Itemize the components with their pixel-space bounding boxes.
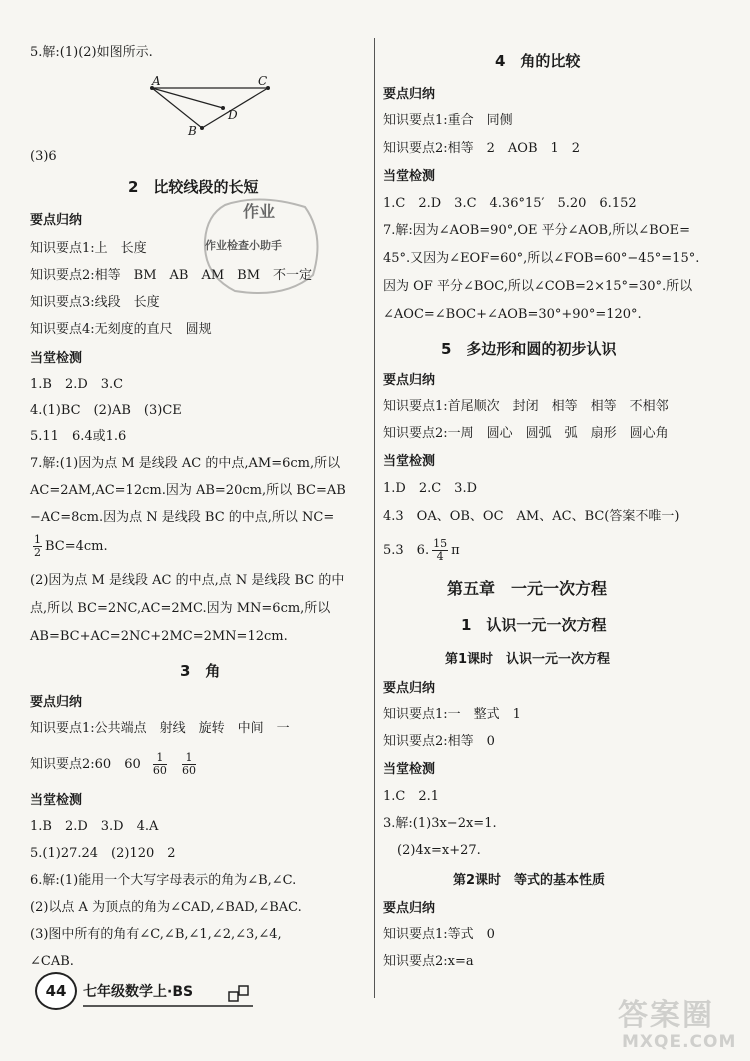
ch5-section-1-title: 1 认识一元一次方程 <box>461 616 607 634</box>
l1-key-heading: 要点归纳 <box>383 681 436 696</box>
page-number: 44 <box>35 972 77 1010</box>
sec5-a5: 5.3 6. $\frac{15}{4}$ π <box>383 537 460 563</box>
sec4-check-heading: 当堂检测 <box>383 169 436 184</box>
lesson-2-title: 第2课时 等式的基本性质 <box>453 873 606 888</box>
book-title: 七年级数学上·BS <box>83 984 194 1000</box>
label-c: C <box>258 74 268 88</box>
sec3-key-heading: 要点归纳 <box>30 695 83 710</box>
section-2-title: 2 比较线段的长短 <box>128 178 259 196</box>
section-5-title: 5 多边形和圆的初步认识 <box>441 340 617 358</box>
column-divider <box>374 38 375 998</box>
l1-a1: 1.C 2.1 <box>383 789 440 804</box>
sec5-check-heading: 当堂检测 <box>383 454 436 469</box>
l2-key-heading: 要点归纳 <box>383 901 436 916</box>
homework-stamp <box>195 195 325 300</box>
sec5-a4: 4.3 OA、OB、OC AM、AC、BC(答案不唯一) <box>383 509 680 524</box>
sec4-a7-4: ∠AOC=∠BOC+∠AOB=30°+90°=120°. <box>383 307 642 322</box>
sec4-k1: 知识要点1:重合 同侧 <box>383 113 513 128</box>
stamp-line1: 作业 <box>243 202 276 221</box>
stamp-line2: 作业检查小助手 <box>205 239 282 252</box>
sec2-k1: 知识要点1:上 长度 <box>30 241 147 256</box>
sec5-k1: 知识要点1:首尾顺次 封闭 相等 相等 不相邻 <box>383 399 669 414</box>
sec4-a7-3: 因为 OF 平分∠BOC,所以∠COB=2×15°=30°.所以 <box>383 279 693 294</box>
fraction-half: $\frac{1}{2}$ <box>34 533 41 559</box>
q5-part3: (3)6 <box>30 149 57 164</box>
sec3-a6-3: (3)图中所有的角有∠C,∠B,∠1,∠2,∠3,∠4, <box>30 927 282 942</box>
lesson-1-title: 第1课时 认识一元一次方程 <box>445 652 611 667</box>
sec2-a7-6: 点,所以 BC=2NC,AC=2MC.因为 MN=6cm,所以 <box>30 601 331 616</box>
sec2-check-heading: 当堂检测 <box>30 351 83 366</box>
l1-check-heading: 当堂检测 <box>383 762 436 777</box>
sec2-k3: 知识要点3:线段 长度 <box>30 295 160 310</box>
sec2-k4: 知识要点4:无刻度的直尺 圆规 <box>30 322 212 337</box>
label-d: D <box>228 108 238 122</box>
label-a: A <box>152 74 161 88</box>
label-b: B <box>188 124 197 138</box>
sec4-key-heading: 要点归纳 <box>383 87 436 102</box>
sec5-k2: 知识要点2:一周 圆心 圆弧 弧 扇形 圆心角 <box>383 426 669 441</box>
sec2-a7-3: −AC=8cm.因为点 N 是线段 BC 的中点,所以 NC= <box>30 510 335 525</box>
sec4-a7-1: 7.解:因为∠AOB=90°,OE 平分∠AOB,所以∠BOE= <box>383 223 690 238</box>
sec3-a6-4: ∠CAB. <box>30 954 74 969</box>
site-watermark <box>608 990 743 1056</box>
sec2-a7-4: $\frac{1}{2}$ BC=4cm. <box>34 533 108 559</box>
l1-a3-1: 3.解:(1)3x−2x=1. <box>383 816 497 831</box>
watermark-line2: MXQE.COM <box>622 1032 737 1052</box>
chapter-5-title: 第五章 一元一次方程 <box>447 579 608 598</box>
sec2-a7-7: AB=BC+AC=2NC+2MC=2MN=12cm. <box>30 629 288 644</box>
sec5-a1: 1.D 2.C 3.D <box>383 481 478 496</box>
l2-k2: 知识要点2:x=a <box>383 954 474 969</box>
fraction-1-60-a: $\frac{1}{60}$ <box>152 751 167 777</box>
sec3-a5: 5.(1)27.24 (2)120 2 <box>30 846 176 861</box>
sec2-key-heading: 要点归纳 <box>30 213 83 228</box>
sec3-a1: 1.B 2.D 3.D 4.A <box>30 819 159 834</box>
sec3-k1: 知识要点1:公共端点 射线 旋转 中间 一 <box>30 721 290 736</box>
sec3-a6-1: 6.解:(1)能用一个大写字母表示的角为∠B,∠C. <box>30 873 297 888</box>
watermark-line1: 答案圈 <box>618 998 714 1033</box>
l1-k1: 知识要点1:一 整式 1 <box>383 707 521 722</box>
sec2-a7-2: AC=2AM,AC=12cm.因为 AB=20cm,所以 BC=AB <box>30 483 346 498</box>
sec4-a1: 1.C 2.D 3.C 4.36°15′ 5.20 6.152 <box>383 196 637 211</box>
geometry-figure <box>140 72 300 140</box>
section-4-title: 4 角的比较 <box>495 52 581 70</box>
q5-text: 5.解:(1)(2)如图所示. <box>30 45 153 60</box>
sec2-a1: 1.B 2.D 3.C <box>30 377 124 392</box>
l1-k2: 知识要点2:相等 0 <box>383 734 495 749</box>
sec4-k2: 知识要点2:相等 2 AOB 1 2 <box>383 141 581 156</box>
sec2-a7-1: 7.解:(1)因为点 M 是线段 AC 的中点,AM=6cm,所以 <box>30 456 341 471</box>
page-footer <box>35 970 265 1010</box>
sec2-k2: 知识要点2:相等 BM AB AM BM 不一定 <box>30 268 313 283</box>
fraction-15-4: $\frac{15}{4}$ <box>433 537 448 563</box>
sec4-a7-2: 45°.又因为∠EOF=60°,所以∠FOB=60°−45°=15°. <box>383 251 700 266</box>
section-3-title: 3 角 <box>180 662 221 680</box>
sec2-a4: 4.(1)BC (2)AB (3)CE <box>30 403 182 418</box>
sec3-k2: 知识要点2:60 60 $\frac{1}{60}$ $\frac{1}{60}$ <box>30 751 197 777</box>
sec2-a5: 5.11 6.4或1.6 <box>30 429 127 444</box>
sec3-a6-2: (2)以点 A 为顶点的角为∠CAD,∠BAD,∠BAC. <box>30 900 302 915</box>
footer-ornament-icon <box>227 984 255 1006</box>
l1-a3-2: (2)4x=x+27. <box>397 843 481 858</box>
l2-k1: 知识要点1:等式 0 <box>383 927 495 942</box>
sec5-key-heading: 要点归纳 <box>383 373 436 388</box>
sec2-a7-5: (2)因为点 M 是线段 AC 的中点,点 N 是线段 BC 的中 <box>30 573 345 588</box>
sec3-check-heading: 当堂检测 <box>30 793 83 808</box>
fraction-1-60-b: $\frac{1}{60}$ <box>182 751 197 777</box>
